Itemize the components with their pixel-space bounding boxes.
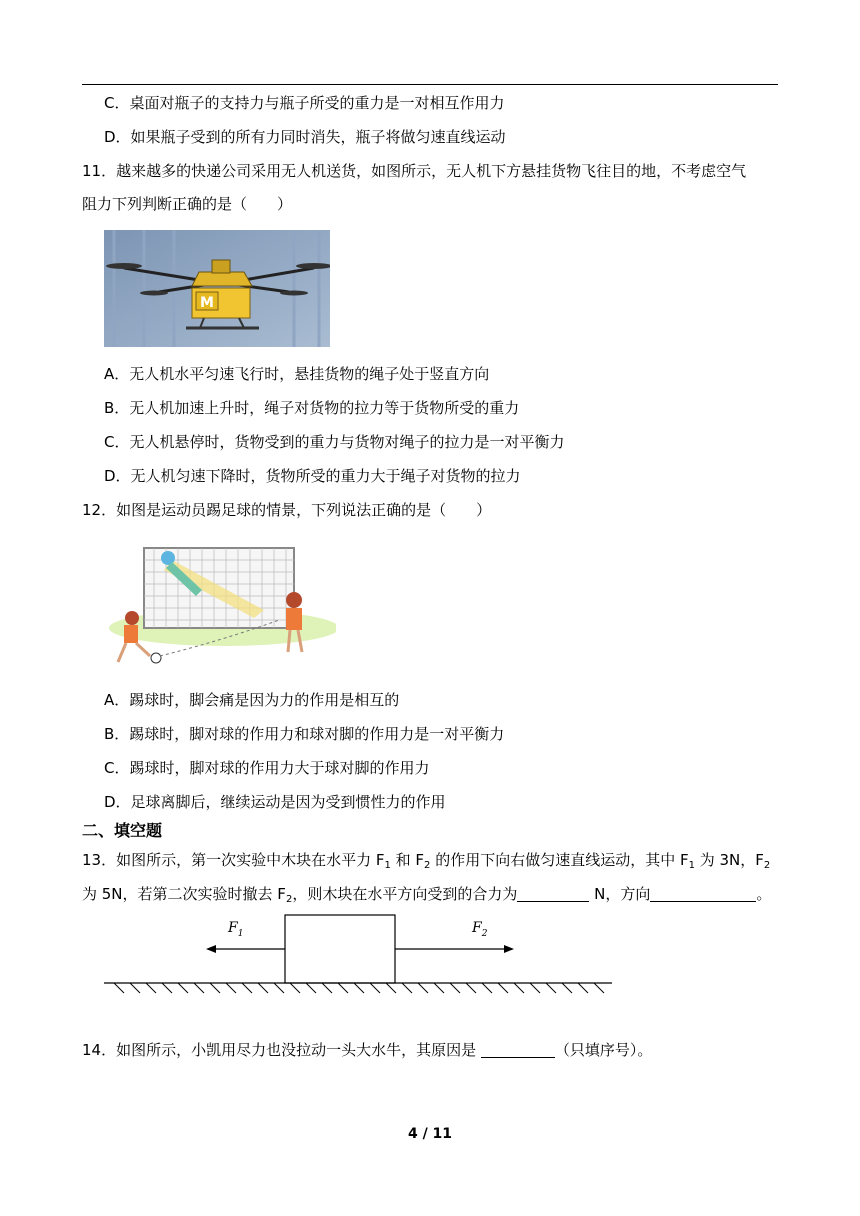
q11-option-a: A．无人机水平匀速飞行时，悬挂货物的绳子处于竖直方向 [104, 365, 490, 383]
drone-image [104, 230, 330, 347]
wooden-block [285, 915, 395, 983]
q13-stem-line1: 13．如图所示，第一次实验中木块在水平力 $F_1$ 和 $F_2$ 的作用下向右做匀速直线运动，其中 $F_1$ 为 3N，$F_2$ [82, 851, 771, 871]
q14-stem: 14．如图所示，小凯用尽力也没拉动一头大水牛，其原因是 （只填序号）。 [82, 1041, 653, 1059]
header-rule [82, 84, 778, 85]
f1-label: $F_1$ [228, 920, 244, 939]
force-diagram [100, 910, 620, 1000]
section-title-fill-in: 二、填空题 [82, 821, 163, 840]
q14-blank[interactable] [481, 1041, 555, 1058]
q11-option-d: D．无人机匀速下降时，货物所受的重力大于绳子对货物的拉力 [104, 467, 521, 485]
q11-stem-line1: 11．越来越多的快递公司采用无人机送货，如图所示，无人机下方悬挂货物飞往目的地，不考虑空气 [82, 162, 747, 180]
q12-option-d: D．足球离脚后，继续运动是因为受到惯性力的作用 [104, 793, 446, 811]
q10-option-d: D．如果瓶子受到的所有力同时消失，瓶子将做匀速直线运动 [104, 128, 506, 146]
q13-stem-line2: 为 5N，若第二次实验时撤去 $F_2$，则木块在水平方向受到的合力为 N，方向 。 [82, 885, 772, 905]
q13-blank-direction[interactable] [650, 885, 756, 902]
q11-stem-line2: 阻力下列判断正确的是（ ） [82, 195, 293, 213]
page-number: 4 / 11 [407, 1126, 453, 1142]
q10-option-c: C．桌面对瓶子的支持力与瓶子所受的重力是一对相互作用力 [104, 94, 505, 112]
q12-option-c: C．踢球时，脚对球的作用力大于球对脚的作用力 [104, 759, 430, 777]
q12-option-b: B．踢球时，脚对球的作用力和球对脚的作用力是一对平衡力 [104, 725, 505, 743]
soccer-image [104, 540, 336, 672]
f2-label: $F_2$ [472, 920, 488, 939]
q12-stem: 12．如图是运动员踢足球的情景，下列说法正确的是（ ） [82, 501, 492, 519]
cargo-box-letter: M [200, 295, 214, 311]
q12-option-a: A．踢球时，脚会痛是因为力的作用是相互的 [104, 691, 400, 709]
q11-option-b: B．无人机加速上升时，绳子对货物的拉力等于货物所受的重力 [104, 399, 520, 417]
q11-option-c: C．无人机悬停时，货物受到的重力与货物对绳子的拉力是一对平衡力 [104, 433, 565, 451]
q13-blank-force[interactable] [517, 885, 589, 902]
cargo-box [192, 288, 250, 318]
ground-hatching [114, 983, 604, 993]
